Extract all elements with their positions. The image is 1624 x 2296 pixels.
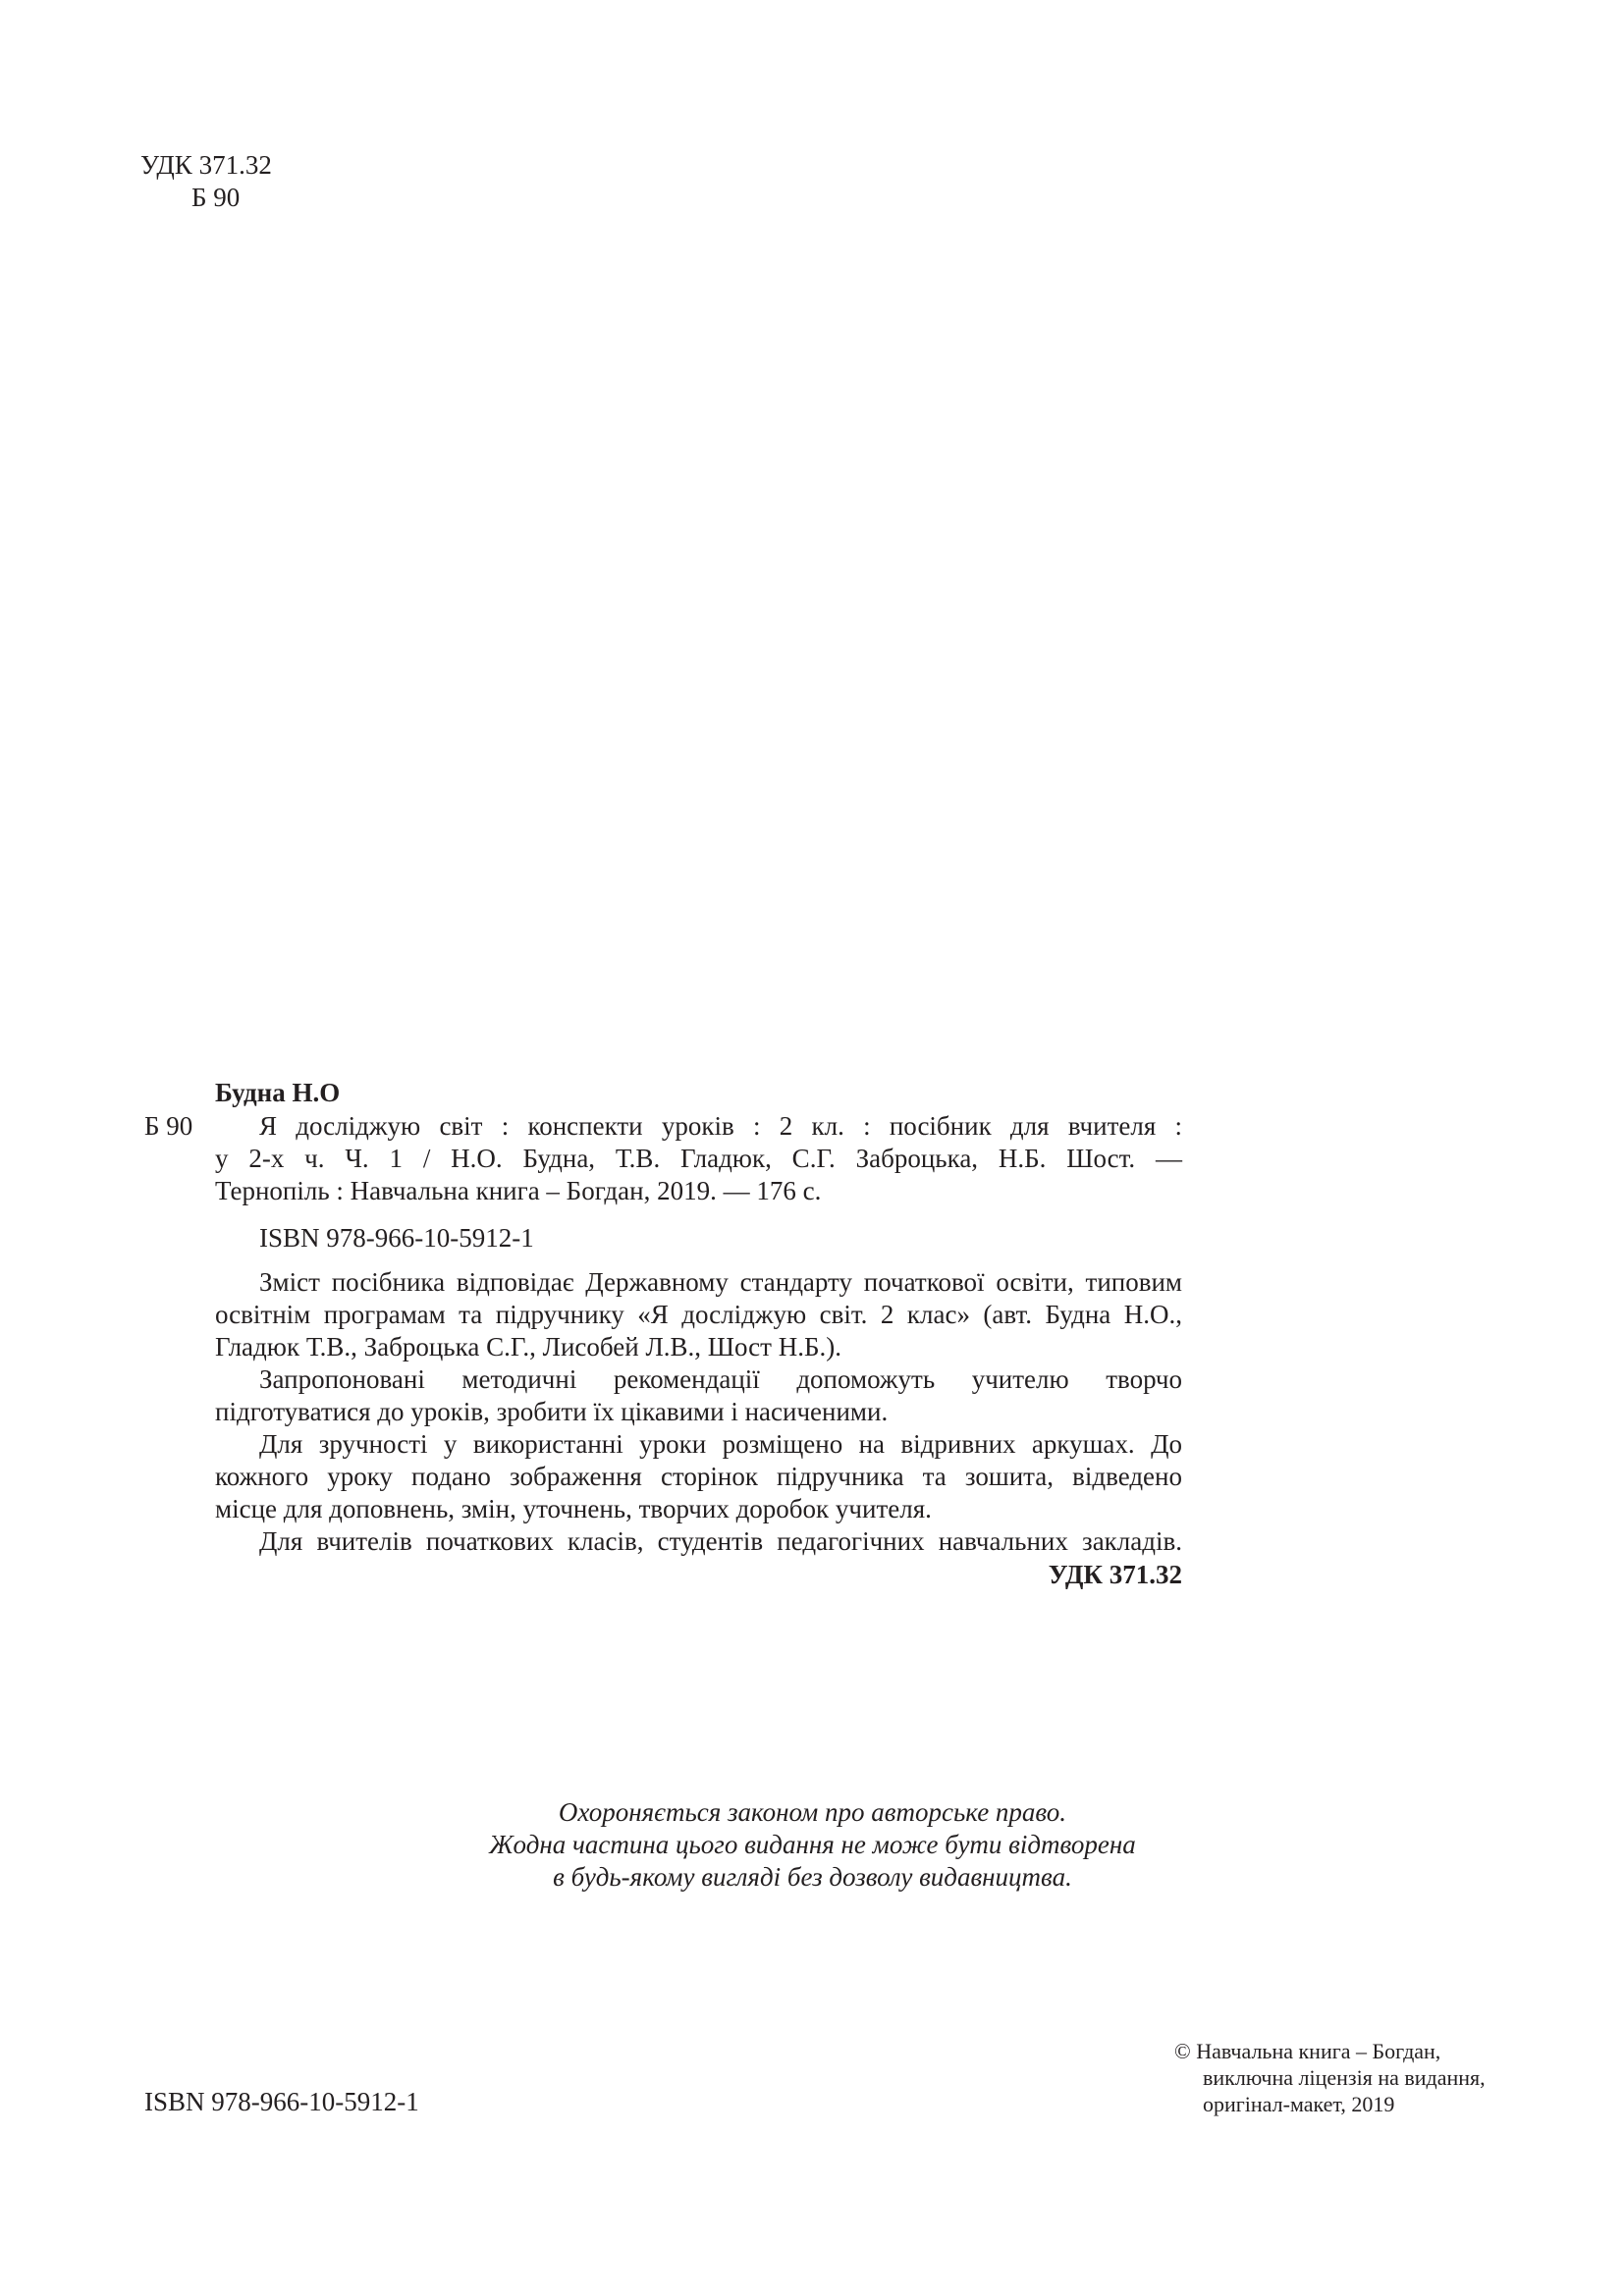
publisher-line-2: виключна ліцензія на видання, xyxy=(1203,2065,1486,2090)
udk-code: УДК 371.32 xyxy=(140,150,272,180)
annotation-line-5: підготуватися до уроків, зробити їх цікавими і насиченими. xyxy=(215,1397,889,1426)
title-line-1: Я досліджую світ : конспекти уроків : 2 кл. : посібник для вчителя : xyxy=(259,1111,1182,1141)
title-line-2: у 2-х ч. Ч. 1 / Н.О. Будна, Т.В. Гладюк, С.Г. Заброцька, Н.Б. Шост. — xyxy=(215,1144,1182,1173)
publisher-line-3: оригінал-макет, 2019 xyxy=(1203,2092,1395,2116)
copyright-line-2: Жодна частина цього видання не може бути відтворена xyxy=(489,1830,1136,1859)
annotation-line-6: Для зручності у використанні уроки розміщено на відривних аркушах. До xyxy=(259,1429,1182,1459)
bbk-code: Б 90 xyxy=(191,183,241,212)
record-isbn: ISBN 978-966-10-5912-1 xyxy=(259,1223,534,1253)
annotation-line-1: Зміст посібника відповідає Державному стандарту початкової освіти, типовим xyxy=(259,1267,1182,1297)
annotation-line-3: Гладюк Т.В., Заброцька С.Г., Лисобей Л.В., Шост Н.Б.). xyxy=(215,1332,841,1362)
title-line-3: Тернопіль : Навчальна книга – Богдан, 2019. — 176 с. xyxy=(215,1176,822,1205)
copyright-line-1: Охороняється законом про авторське право. xyxy=(558,1797,1067,1827)
annotation-line-7: кожного уроку подано зображення сторінок підручника та зошита, відведено xyxy=(215,1462,1182,1491)
record-code: Б 90 xyxy=(144,1111,193,1141)
author-heading: Будна Н.О xyxy=(215,1078,341,1107)
annotation-line-9: Для вчителів початкових класів, студентів педагогічних навчальних закладів. xyxy=(259,1526,1182,1556)
annotation-line-8: місце для доповнень, змін, уточнень, творчих доробок учителя. xyxy=(215,1494,932,1523)
annotation-line-4: Запропоновані методичні рекомендації допоможуть учителю творчо xyxy=(259,1364,1182,1394)
annotation-line-2: освітнім програмам та підручнику «Я досліджую світ. 2 клас» (авт. Будна Н.О., xyxy=(215,1300,1182,1329)
udk-bottom: УДК 371.32 xyxy=(1048,1560,1182,1589)
publisher-line-1: © Навчальна книга – Богдан, xyxy=(1174,2039,1441,2063)
footer-isbn: ISBN 978-966-10-5912-1 xyxy=(144,2087,419,2116)
copyright-line-3: в будь-якому вигляді без дозволу видавництва. xyxy=(553,1862,1072,1892)
